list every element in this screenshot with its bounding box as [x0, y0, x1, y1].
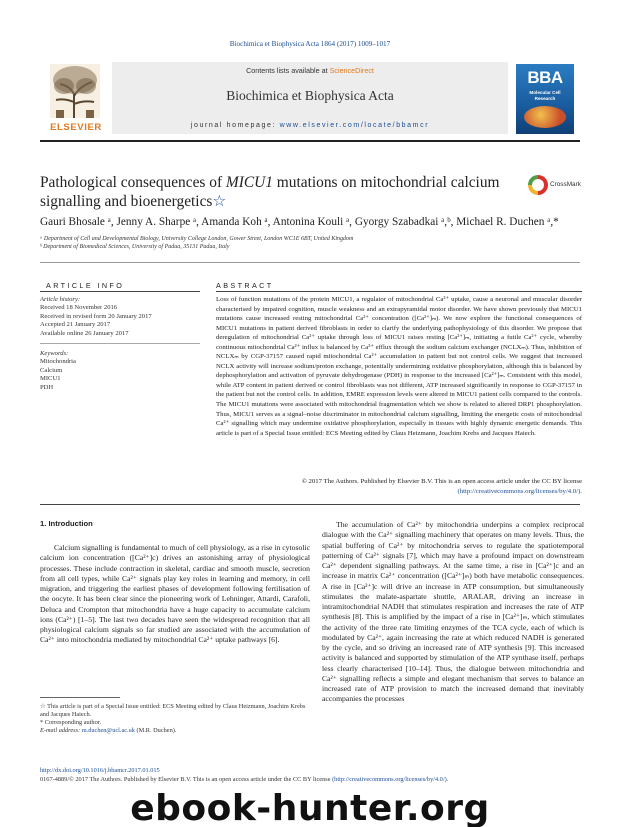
footnotes	[40, 703, 310, 735]
history-rule	[40, 343, 200, 344]
abstract-rule	[216, 291, 582, 292]
contents-availability	[112, 66, 508, 75]
author-list: Gauri Bhosale ᵃ, Jenny A. Sharpe ᵃ, Amanda Koh ᵃ, Antonina Kouli ᵃ, Gyorgy Szabadkai ᵃ,ᵇ, Michael R. Duchen ᵃ,*	[40, 216, 559, 228]
journal-cover[interactable]	[516, 64, 574, 134]
affiliation-a: ᵃ Department of Cell and Developmental Biology, University College London, Gower Street, London WC1E 6BT, United Kingdom	[40, 236, 354, 242]
abstract-heading: ABSTRACT	[216, 281, 274, 290]
journal-citation[interactable]: Biochimica et Biophysica Acta 1864 (2017) 1009–1017	[229, 40, 391, 48]
cover-graphic	[524, 106, 566, 128]
intro-heading: 1. Introduction	[40, 519, 93, 528]
title-star-link[interactable]: ☆	[212, 193, 227, 210]
elsevier-logo[interactable]	[46, 64, 104, 134]
journal-homepage	[112, 122, 508, 129]
keyword: Calcium	[40, 366, 63, 374]
info-rule	[40, 291, 200, 292]
history-item: Accepted 21 January 2017	[40, 321, 111, 329]
corresponding-author: * Corresponding author.	[40, 719, 102, 727]
license-url[interactable]: (http://creativecommons.org/licenses/by/4.0/).	[457, 488, 582, 495]
cover-subtitle: Molecular Cell Research	[529, 90, 561, 101]
abstract-text: Loss of function mutations of the protein MICU1, a regulator of mitochondrial Ca²⁺ uptake, cause a neuronal and muscular disorder characterised by impaired cognition, muscle weakness and an extrapyramidal motor disorder. We have shown previously that MICU1 mutations cause increased resting mitochondrial Ca²⁺ concentration ([Ca²⁺]ₘ). We now explore the functional consequences of MICU1 mutations in patient derived fibroblasts in order to clarify the underlying pathophysiology of this disorder. We propose that deregulation of mitochondrial Ca²⁺ uptake through loss of MICU1 raises resting [Ca²⁺]ₘ, initiating a futile Ca²⁺ cycle, whereby continuous mitochondrial Ca²⁺ influx is balanced by Ca²⁺ efflux through the sodium calcium exchanger (NCLXₘ). Thus, inhibition of NCLXₘ by CGP-37157 caused rapid mitochondrial Ca²⁺ accumulation in patient but not control cells. We suggest that increased NCLX activity will increase sodium/proton exchange, potentially undermining oxidative phosphorylation, although this is balanced by dephosphorylation and activation of pyruvate dehydrogenase (PDH) in response to the increased [Ca²⁺]ₘ. Consistent with this model, while ATP content in patient derived or control fibroblasts was not different, ATP increased significantly in response to CGP-37157 in the patient but not the control cells. In addition, EMRE expression levels were altered in MICU1 patient cells compared to the controls. The MICU1 mutations were associated with mitochondrial fragmentation which we show is related to altered DRP1 phosphorylation. Thus, MICU1 serves as a signal–noise discriminator in mitochondrial calcium signalling, limiting the energetic costs of mitochondrial Ca²⁺ signalling which may undermine oxidative phosphorylation, especially in tissues with highly dynamic energetic demands. This article is part of a Special Issue entitled: ECS Meeting edited by Claus Heizmann, Joachim Krebs and Jacques Haiech.	[216, 296, 582, 437]
keywords-label: Keywords:	[40, 350, 69, 357]
history-item: Received 18 November 2016	[40, 304, 118, 312]
keywords	[40, 350, 200, 392]
affiliation-b: ᵇ Department of Biomedical Sciences, University of Padua, 35131 Padua, Italy	[40, 244, 230, 250]
title-part1: Pathological consequences of	[40, 174, 226, 191]
footer-license-text: 0167-4889/© 2017 The Authors. Published by Elsevier B.V. This is an open access article under the CC BY license	[40, 776, 333, 783]
intro-right-column: The accumulation of Ca²⁺ by mitochondria underpins a complex reciprocal dialogue with the Ca²⁺ signalling machinery that operates on many levels. Thus, the spatial buffering of Ca²⁺ by mitochondria serves to regulate the spatiotemporal patterning of Ca²⁺ signals [7], which may have a profound impact on downstream Ca²⁺ dependent signalling pathways. At the same time, a rise in [Ca²⁺]c and an increase in matrix Ca²⁺ concentration ([Ca²⁺]ₘ) both have metabolic consequences. A rise in [Ca²⁺]c will drive an increase in ATP consumption, but simultaneously stimulates the malate-aspartate shuttle, ARALAR, driving an increase in intramitochondrial NADH that stimulates respiration and increases the rate of ATP synthesis [8]. This is amplified by the impact of a rise in [Ca²⁺]ₘ, which stimulates the activity of the three rate limiting enzymes of the TCA cycle, each of which is modulated by Ca²⁺, again increasing the rate at which reduced NADH is generated by the cycle, and so driving an increased rate of ATP synthesis [9]. This increased activity is balanced and supported by stimulation of the ATP synthase itself, perhaps less clearly characterised [10–14]. Thus, the dialogue between mitochondria and Ca²⁺ signalling reflects a simple and elegant mechanism that serves to balance an increased rate of ATP provision to match the increased demand that inevitably accompanies the processes	[322, 520, 584, 704]
crossmark-icon	[528, 175, 548, 195]
title-gene: MICU1	[225, 174, 273, 191]
masthead	[112, 62, 508, 134]
journal-header	[40, 62, 580, 136]
crossmark-label: CrossMark	[550, 181, 581, 188]
homepage-prefix: journal homepage:	[190, 122, 280, 129]
email-prefix: E-mail address:	[40, 727, 82, 735]
keyword: PDH	[40, 383, 54, 391]
article-title	[40, 173, 510, 211]
sciencedirect-link[interactable]: ScienceDirect	[329, 66, 374, 75]
special-issue-note: ☆ This article is part of a Special Issue entitled: ECS Meeting edited by Claus Heizmann, Joachim Krebs and Jacques Haiech.	[40, 703, 306, 719]
homepage-link[interactable]: www.elsevier.com/locate/bbamcr	[279, 122, 430, 129]
abstract-license-link[interactable]	[216, 487, 582, 497]
email-suffix: (M.R. Duchen).	[134, 727, 177, 735]
article-info-heading: ARTICLE INFO	[46, 281, 125, 290]
history-item: Available online 26 January 2017	[40, 329, 129, 337]
footnote-rule	[40, 697, 120, 698]
keyword: Mitochondria	[40, 358, 76, 366]
journal-title: Biochimica et Biophysica Acta	[226, 88, 394, 103]
elsevier-wordmark: ELSEVIER	[50, 122, 102, 133]
affiliation-rule	[40, 262, 580, 263]
footer-license	[40, 776, 585, 783]
history-label: Article history:	[40, 296, 81, 303]
article-history	[40, 296, 200, 338]
keyword: MICU1	[40, 375, 61, 383]
abstract-end-rule	[40, 504, 580, 505]
contents-prefix: Contents lists available at	[246, 66, 330, 75]
cover-letters: BBA	[527, 68, 563, 87]
author-email[interactable]: m.duchen@ucl.ac.uk	[81, 727, 135, 735]
doi-link[interactable]: http://dx.doi.org/10.1016/j.bbamcr.2017.01.015	[40, 767, 160, 774]
title-part2: mutations on mitochondrial calcium signalling and bioenergetics	[40, 174, 500, 210]
elsevier-tree-icon	[50, 64, 100, 118]
crossmark-badge[interactable]	[528, 175, 580, 197]
footer-license-url[interactable]: (http://creativecommons.org/licenses/by/4.0/).	[332, 776, 449, 783]
watermark: ebook-hunter.org	[130, 788, 490, 827]
history-item: Received in revised form 20 January 2017	[40, 312, 152, 320]
header-rule	[40, 140, 580, 142]
intro-left-column: Calcium signalling is fundamental to much of cell physiology, as a rise in cytosolic calcium ion concentration ([Ca²⁺]c) drives an astonishing array of physiological processes. These include contraction in skeletal, cardiac and smooth muscle, secretion from all cell types, while Ca²⁺ signals play key roles in learning and memory, in cell migration, and triggering the earliest phases of development following fertilisation of the oocyte. It has been clear since the pioneering work of Lehninger, Attardi, Carafoli, Deluca and Crompton that mitochondria have a huge capacity to accumulate calcium ions (Ca²⁺) [1–5]. The last two decades have seen the widespread recognition that all physiological calcium signals so far studied are associated with the accumulation of Ca²⁺ into mitochondria mediated by mitochondrial Ca²⁺ uptake pathways [6].	[40, 543, 310, 645]
email-line	[40, 727, 310, 735]
abstract-copyright: © 2017 The Authors. Published by Elsevier B.V. This is an open access article under the CC BY license	[301, 478, 582, 485]
